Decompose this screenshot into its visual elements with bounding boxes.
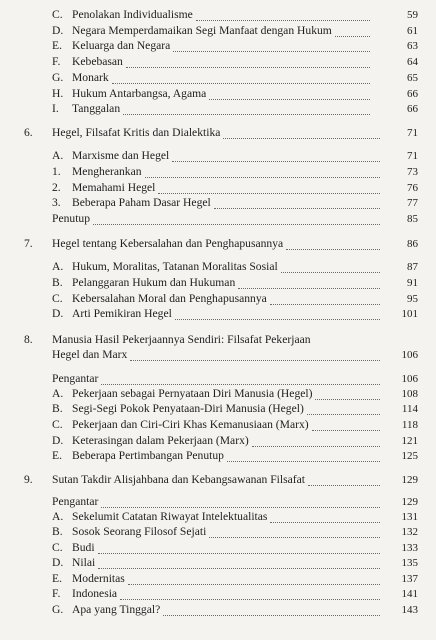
page-number: 61	[407, 25, 418, 37]
page-number: 108	[401, 388, 418, 400]
toc-entry	[0, 448, 436, 464]
section-marker: E.	[52, 572, 62, 585]
chapter-number: 7.	[24, 237, 33, 250]
section-marker: G.	[52, 603, 64, 616]
dot-leader	[112, 83, 370, 84]
entry-title: Segi-Segi Pokok Penyataan-Diri Manusia (Hegel)	[72, 402, 304, 415]
section-marker: B.	[52, 525, 63, 538]
section-marker: D.	[52, 434, 64, 447]
chapter-number: 9.	[24, 473, 33, 486]
page-number: 91	[407, 277, 418, 289]
dot-leader	[93, 224, 380, 225]
page-number: 85	[407, 213, 418, 225]
section-marker: D.	[52, 307, 64, 320]
chapter-number: 8.	[24, 333, 33, 346]
dot-leader	[163, 615, 380, 616]
toc-entry	[0, 401, 436, 417]
entry-title: Hegel tentang Kebersalahan dan Penghapusannya	[52, 237, 284, 250]
entry-title: Hukum, Moralitas, Tatanan Moralitas Sosial	[72, 260, 278, 273]
toc-entry	[0, 347, 436, 363]
section-marker: B.	[52, 276, 63, 289]
entry-title: Keterasingan dalam Pekerjaan (Marx)	[72, 434, 249, 447]
entry-title: Beberapa Pertimbangan Penutup	[72, 449, 224, 462]
toc-entry	[0, 180, 436, 196]
section-marker: D.	[52, 24, 64, 37]
page-number: 59	[407, 9, 418, 21]
toc-entry	[0, 306, 436, 322]
section-marker: A.	[52, 149, 64, 162]
page-number: 101	[401, 308, 418, 320]
page-number: 71	[407, 127, 418, 139]
entry-title: Pengantar	[52, 495, 99, 508]
dot-leader	[312, 430, 380, 431]
dot-leader	[172, 161, 380, 162]
section-marker: E.	[52, 39, 62, 52]
toc-entry	[0, 571, 436, 587]
page-number: 63	[407, 40, 418, 52]
dot-leader	[128, 584, 380, 585]
toc-entry	[0, 38, 436, 54]
toc-entry	[0, 195, 436, 211]
dot-leader	[308, 485, 380, 486]
dot-leader	[130, 360, 380, 361]
toc-entry	[0, 291, 436, 307]
section-marker: 2.	[52, 181, 61, 194]
toc-entry	[0, 101, 436, 117]
dot-leader	[307, 414, 380, 415]
entry-title: Hukum Antarbangsa, Agama	[72, 87, 207, 100]
entry-title: Kebebasan	[72, 55, 123, 68]
dot-leader	[123, 114, 370, 115]
dot-leader	[315, 399, 380, 400]
dot-leader	[98, 568, 380, 569]
dot-leader	[101, 507, 380, 508]
section-marker: E.	[52, 449, 62, 462]
toc-entry	[0, 125, 436, 141]
section-marker: F.	[52, 55, 61, 68]
toc-entry	[0, 386, 436, 402]
entry-title: Sosok Seorang Filosof Sejati	[72, 525, 207, 538]
entry-title: Negara Memperdamaikan Segi Manfaat dengan Hukum	[72, 24, 332, 37]
page-number: 66	[407, 103, 418, 115]
dot-leader	[101, 384, 380, 385]
dot-leader	[286, 249, 380, 250]
entry-title: Indonesia	[72, 587, 118, 600]
page-number: 87	[407, 261, 418, 273]
entry-title: Pekerjaan dan Ciri-Ciri Khas Kemanusiaan (Marx)	[72, 418, 309, 431]
dot-leader	[158, 193, 380, 194]
entry-title: Hegel, Filsafat Kritis dan Dialektika	[52, 126, 221, 139]
toc-entry	[0, 86, 436, 102]
dot-leader	[281, 272, 380, 273]
toc-entry	[0, 164, 436, 180]
page-number: 106	[401, 373, 418, 385]
dot-leader	[173, 51, 370, 52]
section-marker: C.	[52, 8, 63, 21]
section-marker: F.	[52, 587, 61, 600]
entry-title: Hegel dan Marx	[52, 348, 128, 361]
toc-entry	[0, 211, 436, 227]
dot-leader	[196, 20, 370, 21]
section-marker: A.	[52, 510, 64, 523]
entry-title: Modernitas	[72, 572, 125, 585]
page-number: 132	[401, 526, 418, 538]
section-marker: I.	[52, 102, 59, 115]
entry-title: Pekerjaan sebagai Pernyataan Diri Manusia (Hegel)	[72, 387, 313, 400]
toc-entry	[0, 54, 436, 70]
page-number: 66	[407, 88, 418, 100]
entry-title: Pelanggaran Hukum dan Hukuman	[72, 276, 236, 289]
page-number: 135	[401, 557, 418, 569]
entry-title: Sutan Takdir Alisjahbana dan Kebangsawanan Filsafat	[52, 473, 306, 486]
toc-entry	[0, 602, 436, 618]
section-marker: B.	[52, 402, 63, 415]
page-number: 77	[407, 197, 418, 209]
page-number: 71	[407, 150, 418, 162]
chapter-number: 6.	[24, 126, 33, 139]
section-marker: A.	[52, 260, 64, 273]
entry-title: Memahami Hegel	[72, 181, 156, 194]
dot-leader	[238, 288, 380, 289]
page-number: 131	[401, 511, 418, 523]
dot-leader	[209, 99, 370, 100]
toc-entry	[0, 70, 436, 86]
toc-entry	[0, 472, 436, 488]
dot-leader	[214, 208, 380, 209]
page-number: 65	[407, 72, 418, 84]
dot-leader	[252, 446, 380, 447]
dot-leader	[209, 537, 380, 538]
section-marker: 1.	[52, 165, 61, 178]
page-number: 86	[407, 238, 418, 250]
dot-leader	[227, 461, 380, 462]
toc-entry	[0, 332, 436, 348]
page-number: 114	[401, 403, 418, 415]
section-marker: C.	[52, 541, 63, 554]
toc-entry	[0, 23, 436, 39]
entry-title: Pengantar	[52, 372, 99, 385]
section-marker: 3.	[52, 196, 61, 209]
page-number: 129	[401, 496, 418, 508]
section-marker: G.	[52, 71, 64, 84]
page-number: 133	[401, 542, 418, 554]
toc-entry	[0, 540, 436, 556]
entry-title: Keluarga dan Negara	[72, 39, 171, 52]
toc-entry	[0, 7, 436, 23]
toc-entry	[0, 417, 436, 433]
entry-title: Marxisme dan Hegel	[72, 149, 170, 162]
page-number: 64	[407, 56, 418, 68]
toc-entry	[0, 555, 436, 571]
section-marker: D.	[52, 556, 64, 569]
page-number: 137	[401, 573, 418, 585]
toc-entry	[0, 433, 436, 449]
toc-entry	[0, 275, 436, 291]
page-number: 129	[401, 474, 418, 486]
entry-title: Penolakan Individualisme	[72, 8, 193, 21]
dot-leader	[270, 522, 380, 523]
entry-title: Arti Pemikiran Hegel	[72, 307, 172, 320]
entry-title: Apa yang Tinggal?	[72, 603, 161, 616]
toc-entry	[0, 148, 436, 164]
entry-title: Manusia Hasil Pekerjaannya Sendiri: Filsafat Pekerjaan	[52, 333, 311, 346]
dot-leader	[145, 177, 380, 178]
dot-leader	[126, 67, 370, 68]
entry-title: Sekelumit Catatan Riwayat Intelektualitas	[72, 510, 268, 523]
entry-title: Budi	[72, 541, 95, 554]
page-number: 141	[401, 588, 418, 600]
toc-entry	[0, 371, 436, 387]
entry-title: Monark	[72, 71, 109, 84]
entry-title: Beberapa Paham Dasar Hegel	[72, 196, 211, 209]
section-marker: A.	[52, 387, 64, 400]
entry-title: Mengherankan	[72, 165, 142, 178]
toc-entry	[0, 236, 436, 252]
dot-leader	[335, 36, 370, 37]
section-marker: C.	[52, 292, 63, 305]
toc-entry	[0, 509, 436, 525]
page-number: 76	[407, 182, 418, 194]
page-number: 121	[401, 435, 418, 447]
toc-entry	[0, 259, 436, 275]
dot-leader	[175, 319, 380, 320]
toc-entry	[0, 586, 436, 602]
page-number: 106	[401, 349, 418, 361]
dot-leader	[270, 304, 380, 305]
entry-title: Nilai	[72, 556, 96, 569]
page-number: 95	[407, 293, 418, 305]
section-marker: H.	[52, 87, 64, 100]
entry-title: Kebersalahan Moral dan Penghapusannya	[72, 292, 267, 305]
page-number: 118	[401, 419, 418, 431]
entry-title: Tanggalan	[72, 102, 121, 115]
toc-entry	[0, 494, 436, 510]
page-number: 73	[407, 166, 418, 178]
dot-leader	[120, 599, 380, 600]
entry-title: Penutup	[52, 212, 91, 225]
dot-leader	[223, 138, 380, 139]
section-marker: C.	[52, 418, 63, 431]
dot-leader	[98, 553, 380, 554]
page-number: 143	[401, 604, 418, 616]
page-number: 125	[401, 450, 418, 462]
toc-entry	[0, 524, 436, 540]
